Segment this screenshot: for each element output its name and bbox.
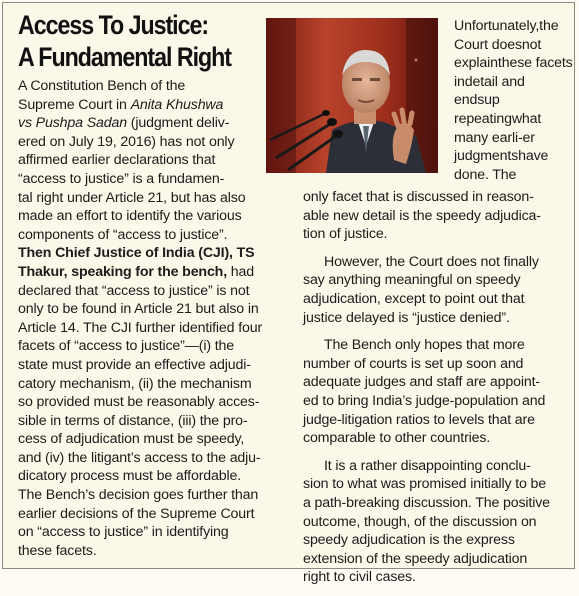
text-line: dicatory process must be affordable. bbox=[18, 468, 242, 485]
text-line: It is a rather disappointing conclu- bbox=[324, 457, 531, 474]
text-line: catory mechanism, (ii) the mechanism bbox=[18, 375, 252, 392]
text-line: declared that “access to justice” is not bbox=[18, 282, 250, 299]
text-line: the Court does bbox=[454, 18, 559, 53]
text-line: speedy adjudication is the express bbox=[303, 532, 515, 549]
text-line: components of “access to justice”. bbox=[18, 226, 228, 243]
text-line: sion to what was promised initially to be bbox=[303, 476, 547, 493]
text-line: er judgments bbox=[454, 129, 535, 165]
text-line: say anything meaningful on speedy bbox=[303, 272, 521, 289]
text-line: However, the Court does not finally bbox=[324, 253, 539, 270]
text-line: state must provide an effective adjudi- bbox=[18, 356, 251, 373]
text-line: ed to bring India’s judge-population and bbox=[303, 392, 546, 409]
text-line: comparable to other countries. bbox=[303, 430, 491, 447]
title-line-1: Access To Justice: bbox=[18, 10, 209, 40]
text-line: have done. The bbox=[454, 148, 549, 183]
text-line: detail and ends bbox=[454, 73, 525, 109]
right-column-top-text bbox=[454, 17, 574, 184]
text-line: so provided must be reasonably acces- bbox=[18, 394, 260, 411]
text-line: not explain bbox=[454, 36, 542, 72]
right-paragraph-3 bbox=[303, 336, 568, 448]
text-line: facets of “access to justice”—(i) the bbox=[18, 338, 235, 355]
text-line: ered on July 19, 2016) has not only bbox=[18, 133, 235, 150]
text-line: affirmed earlier declarations that bbox=[18, 152, 216, 169]
text-line: Thakur, speaking for the bench, had bbox=[18, 263, 255, 280]
text-line: these facets in bbox=[454, 55, 573, 90]
text-line: these facets. bbox=[18, 542, 97, 559]
text-line: judge-litigation ratios to levels that are bbox=[303, 411, 535, 428]
text-line: number of courts is set up soon and bbox=[303, 355, 524, 372]
text-line: up repeating bbox=[454, 92, 512, 127]
text-line: only facet that is discussed in reason- bbox=[303, 189, 534, 205]
text-line: a path-breaking discussion. The positive bbox=[303, 494, 550, 511]
text-line: justice delayed is “justice denied”. bbox=[303, 309, 510, 326]
text-line: adjudication, except to point out that bbox=[303, 290, 525, 307]
speaker-photo bbox=[266, 18, 438, 173]
text-line: right to civil cases. bbox=[303, 569, 416, 586]
text-line: extension of the speedy adjudication bbox=[303, 550, 528, 567]
right-paragraph-4 bbox=[303, 457, 568, 587]
right-column-text bbox=[303, 188, 568, 596]
text-line: Then Chief Justice of India (CJI), TS bbox=[18, 245, 255, 262]
right-paragraph-2 bbox=[303, 253, 568, 327]
text-line: able new detail is the speedy adjudica- bbox=[303, 207, 541, 224]
text-line: The Bench only hopes that more bbox=[324, 337, 525, 354]
text-line: Unfortunately, bbox=[454, 18, 540, 34]
text-line: A Constitution Bench of the bbox=[18, 78, 186, 94]
text-line: tal right under Article 21, but has also bbox=[18, 189, 246, 206]
text-line: “access to justice” is a fundamen- bbox=[18, 170, 225, 187]
text-line: made an effort to identify the various bbox=[18, 208, 242, 225]
text-line: outcome, though, of the discussion on bbox=[303, 513, 537, 530]
text-line: sible in terms of distance, (iii) the pro- bbox=[18, 412, 248, 429]
text-line: Supreme Court in Anita Khushwa bbox=[18, 96, 224, 113]
text-line: adequate judges and staff are appoint- bbox=[303, 374, 540, 391]
text-line: vs Pushpa Sadan (judgment deliv- bbox=[18, 115, 230, 132]
left-column-text bbox=[18, 77, 280, 560]
title-line-2: A Fundamental Right bbox=[18, 42, 232, 72]
right-paragraph-1 bbox=[303, 188, 568, 244]
article-title bbox=[18, 9, 233, 73]
text-line: tion of justice. bbox=[303, 226, 388, 243]
text-line: and (iv) the litigant’s access to the adju- bbox=[18, 449, 261, 466]
text-line: The Bench’s decision goes further than bbox=[18, 487, 259, 504]
text-line: what many earli- bbox=[454, 110, 542, 146]
text-line: cess of adjudication must be speedy, bbox=[18, 431, 245, 448]
text-line: on “access to justice” in identifying bbox=[18, 524, 229, 541]
text-line: only to be found in Article 21 but also in bbox=[18, 301, 259, 318]
text-line: Article 14. The CJI further identified four bbox=[18, 319, 263, 336]
speaker-photo-illustration bbox=[266, 18, 438, 173]
text-line: earlier decisions of the Supreme Court bbox=[18, 505, 255, 522]
